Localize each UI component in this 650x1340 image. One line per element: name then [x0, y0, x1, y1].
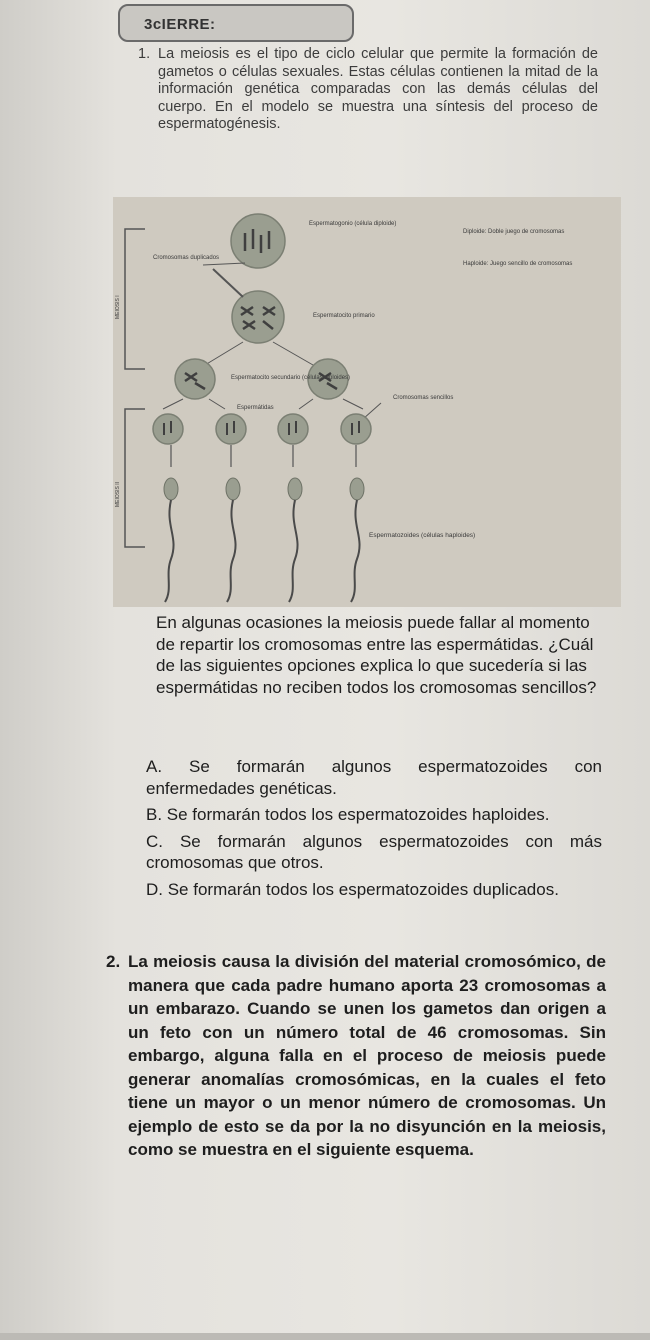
- option-d[interactable]: D. Se formarán todos los espermatozoides duplicados.: [146, 879, 559, 899]
- question-1-options: [146, 756, 602, 905]
- question-2: [106, 950, 606, 1162]
- spermatid-4: [341, 414, 371, 444]
- question-1-number: 1.: [138, 46, 151, 62]
- single-chromosomes-label: Cromosomas sencillos: [393, 395, 454, 401]
- spermatozoon-4: [350, 478, 364, 602]
- spermatogenesis-diagram: [113, 197, 621, 607]
- secondary-spermatocyte-label: Espermatocito secundario (células diploides): [231, 375, 351, 381]
- option-b[interactable]: B. Se formarán todos los espermatozoides haploides.: [146, 805, 550, 824]
- meiosis2-bracket: [125, 409, 145, 547]
- legend-haploid: Haploide: Juego sencillo de cromosomas: [463, 261, 573, 267]
- spermatid-2: [216, 414, 246, 444]
- question-1-text: En algunas ocasiones la meiosis puede fallar al momento de repartir los cromosomas entre las espermátidas. ¿Cuál de las siguientes opciones explica lo que sucedería si las espermátidas no reciben todos los cromosomas sencillos?: [156, 613, 597, 697]
- spermatozoon-1: [164, 478, 178, 602]
- spermatogonium-label: Espermatogonio (célula diploide): [309, 221, 397, 227]
- duplicated-chromosomes-label: Cromosomas duplicados: [153, 255, 220, 261]
- question-1-intro-text: La meiosis es el tipo de ciclo celular que permite la formación de gametos o células sexuales. Estas células contienen la mitad de la información genética comparadas con las demás células del cuerpo. En el modelo se muestra una síntesis del proceso de espermatogénesis.: [158, 46, 598, 132]
- spermatozoa-label: Espermatozoides (células haploides): [369, 532, 476, 539]
- primary-spermatocyte-cell: [232, 291, 284, 343]
- meiosis1-label: MEIOSIS I: [115, 295, 121, 319]
- question-2-text: La meiosis causa la división del material cromosómico, de manera que cada padre humano aporta 23 cromosomas a un embarazo. Cuando se unen los gametos dan origen a un feto con un número total de 46 cromosomas. Sin embargo, alguna falla en el proceso de meiosis puede generar anomalías cromosómicas, en la cuales el feto tiene un mayor o un menor número de cromosomas. Un ejemplo de esto se da por la no disyunción en la meiosis, como se muestra en el siguiente esquema.: [128, 952, 606, 1159]
- question-2-number: 2.: [106, 952, 121, 971]
- section-tag: 3cIERRE:: [118, 4, 354, 42]
- spermatogonium-cell: [231, 214, 285, 268]
- page-bottom-edge: [0, 1333, 650, 1340]
- spermatids-label: Espermátidas: [237, 405, 274, 411]
- option-c[interactable]: C. Se formarán algunos espermatozoides con más cromosomas que otros.: [146, 831, 602, 872]
- option-a[interactable]: A. Se formarán algunos espermatozoides con enfermedades genéticas.: [146, 757, 602, 798]
- spermatid-1: [153, 414, 183, 444]
- spermatozoon-2: [226, 478, 240, 602]
- primary-spermatocyte-label: Espermatocito primario: [313, 313, 375, 319]
- question-1-intro: [138, 46, 598, 134]
- meiosis1-bracket: [125, 229, 145, 369]
- spermatozoon-3: [288, 478, 302, 602]
- spermatid-3: [278, 414, 308, 444]
- meiosis2-label: MEIOSIS II: [115, 481, 121, 507]
- legend-diploid: Diploide: Doble juego de cromosomas: [463, 229, 565, 235]
